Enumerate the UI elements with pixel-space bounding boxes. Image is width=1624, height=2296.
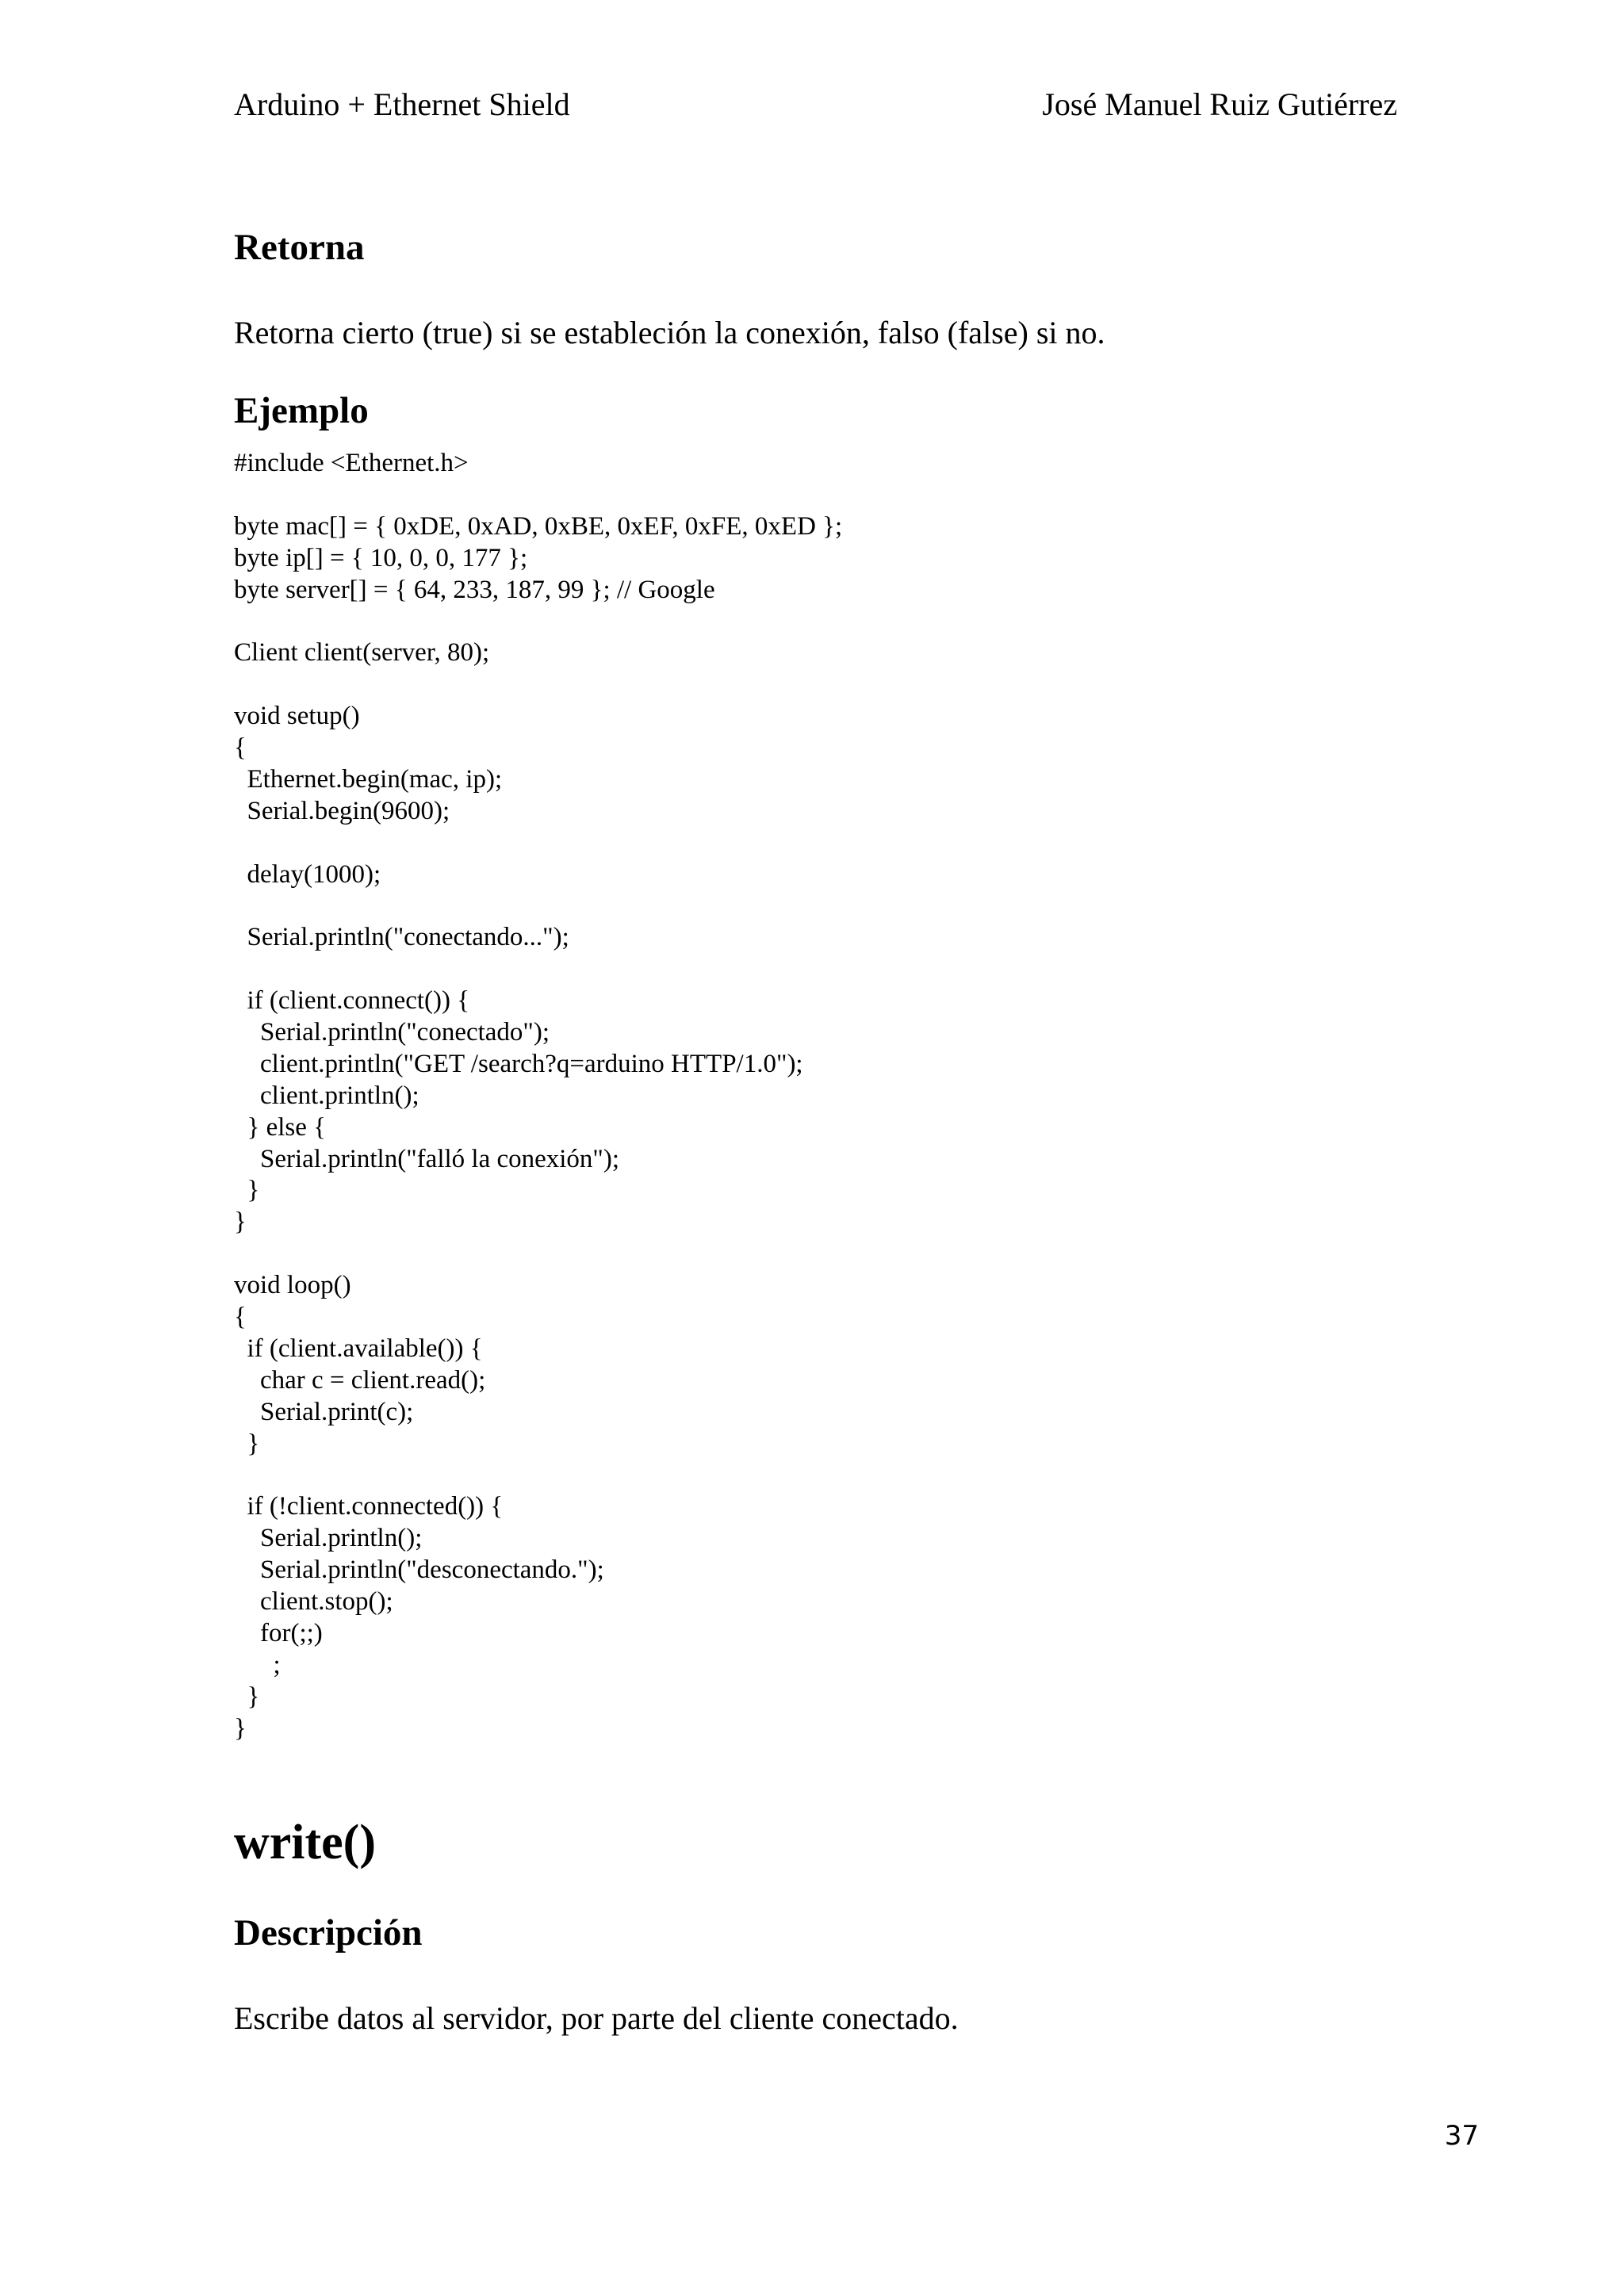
code-line (234, 1460, 842, 1492)
code-line: if (client.connect()) { (234, 986, 470, 1016)
code-line (234, 954, 842, 985)
code-line: void loop() (234, 1271, 351, 1300)
code-example (234, 448, 842, 1745)
code-line: client.println("GET /search?q=arduino HTTP/1.0"); (234, 1049, 803, 1078)
code-line: client.stop(); (234, 1587, 393, 1617)
code-line: if (client.available()) { (234, 1334, 483, 1363)
code-line: { (234, 733, 247, 763)
header-author: José Manuel Ruiz Gutiérrez (1042, 86, 1397, 122)
code-line: byte ip[] = { 10, 0, 0, 177 }; (234, 543, 528, 572)
code-line: } (234, 1682, 260, 1711)
code-line: delay(1000); (234, 859, 381, 889)
code-line: } (234, 1176, 260, 1205)
description-text: Escribe datos al servidor, por parte del cliente conectado. (234, 2000, 959, 2036)
returns-heading: Retorna (234, 227, 365, 268)
code-line: Ethernet.begin(mac, ip); (234, 764, 503, 794)
returns-text: Retorna cierto (true) si se estableción la conexión, falso (false) si no. (234, 315, 1105, 350)
code-line: Serial.begin(9600); (234, 796, 450, 825)
code-line: for(;;) (234, 1618, 323, 1647)
code-line: } else { (234, 1112, 326, 1142)
code-line (234, 1238, 842, 1270)
code-line: Serial.println("falló la conexión"); (234, 1144, 620, 1173)
code-line: #include <Ethernet.h> (234, 449, 469, 477)
code-line (234, 480, 842, 511)
code-line: char c = client.read(); (234, 1365, 486, 1395)
code-line: Serial.println(); (234, 1524, 423, 1553)
code-line (234, 828, 842, 859)
header-title: Arduino + Ethernet Shield (234, 86, 570, 122)
code-line: Client client(server, 80); (234, 638, 490, 668)
example-heading: Ejemplo (234, 390, 369, 431)
code-line: void setup() (234, 702, 360, 731)
page-number: 37 (1444, 2120, 1479, 2152)
code-line: { (234, 1303, 247, 1332)
code-line: Serial.println("conectado"); (234, 1018, 550, 1047)
code-line: } (234, 1713, 247, 1743)
code-line: Serial.print(c); (234, 1397, 414, 1426)
code-line: client.println(); (234, 1081, 419, 1110)
code-line: byte mac[] = { 0xDE, 0xAD, 0xBE, 0xEF, 0xFE, 0xED }; (234, 511, 843, 541)
code-line: } (234, 1429, 260, 1458)
description-heading: Descripción (234, 1912, 423, 1954)
code-line: ; (234, 1650, 281, 1679)
code-line (234, 606, 842, 637)
code-line: Serial.println("desconectando."); (234, 1556, 604, 1585)
code-line (234, 669, 842, 701)
code-line (234, 890, 842, 922)
code-line: Serial.println("conectando..."); (234, 923, 569, 952)
code-line: } (234, 1207, 247, 1237)
write-function-title: write() (234, 1816, 376, 1869)
code-line: if (!client.connected()) { (234, 1492, 504, 1521)
code-line: byte server[] = { 64, 233, 187, 99 }; // Google (234, 575, 715, 604)
